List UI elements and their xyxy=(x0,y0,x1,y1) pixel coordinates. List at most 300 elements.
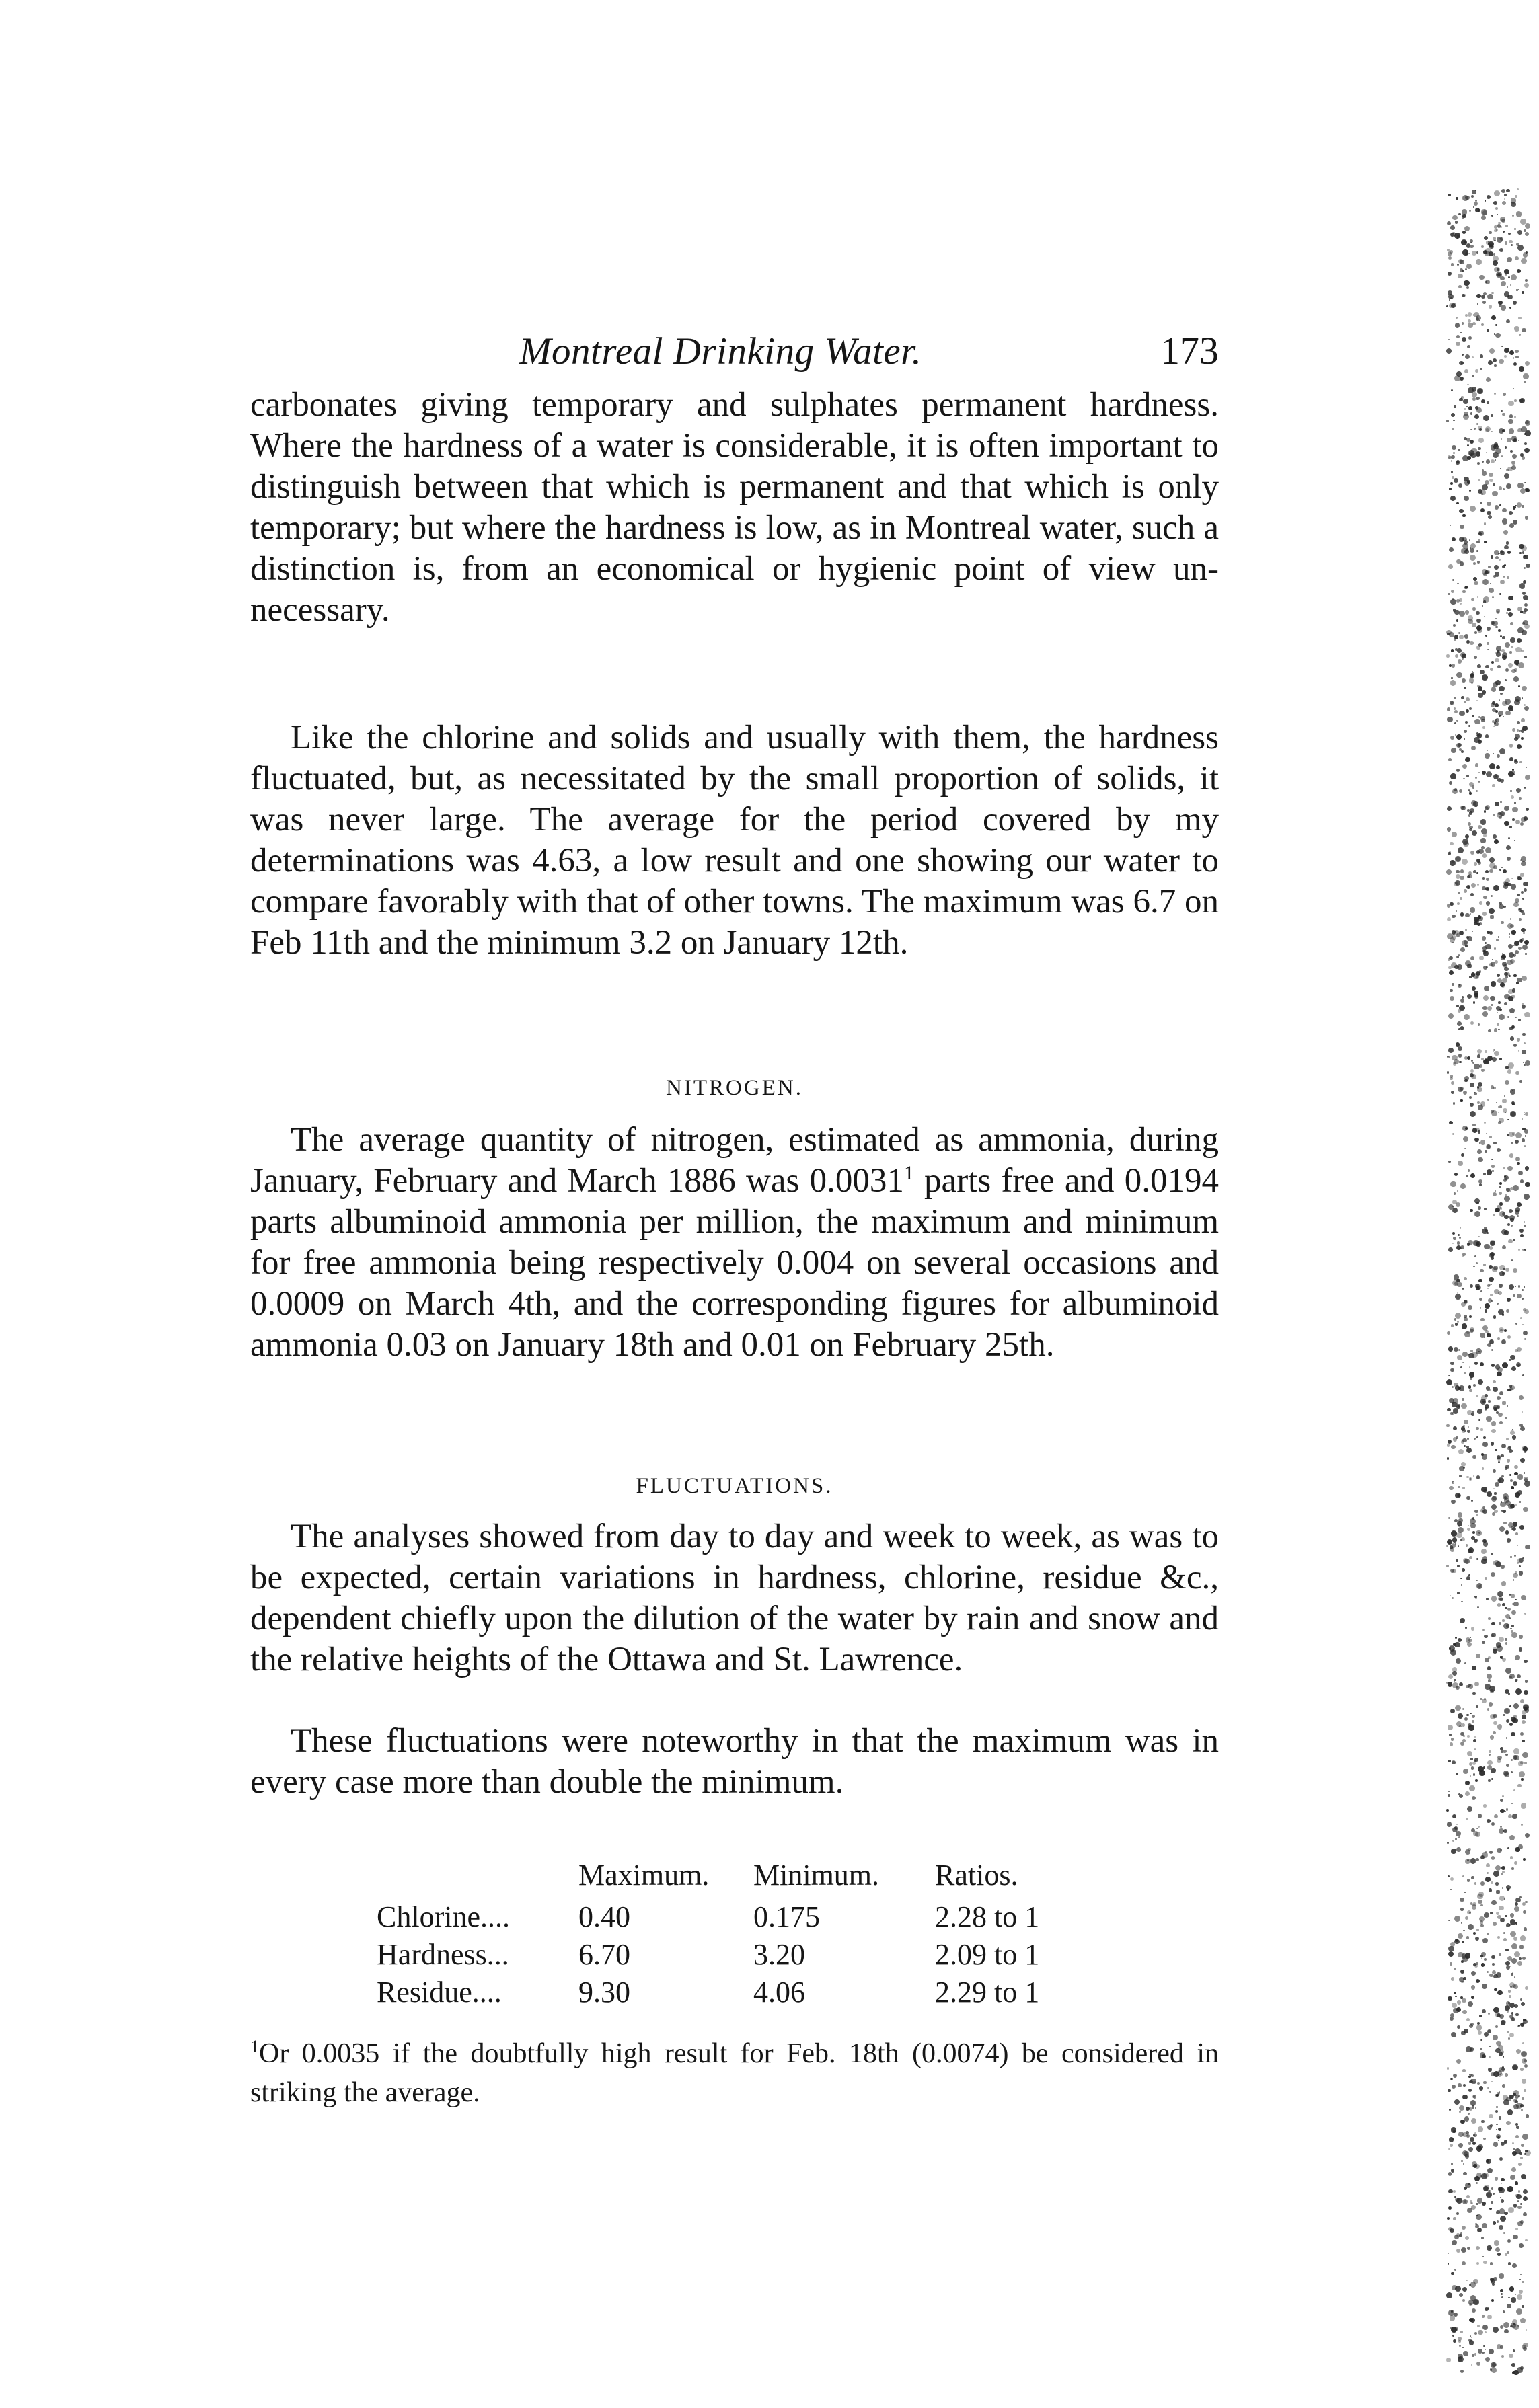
scan-speck xyxy=(1494,839,1499,844)
scan-speck xyxy=(1470,1111,1476,1117)
scan-speck xyxy=(1520,1426,1525,1431)
scan-speck xyxy=(1522,1740,1525,1743)
scan-speck xyxy=(1450,482,1453,485)
scan-speck xyxy=(1480,1318,1485,1322)
scan-speck xyxy=(1457,1521,1462,1526)
scan-speck xyxy=(1511,1142,1513,1144)
scan-speck xyxy=(1499,1192,1502,1195)
scan-speck xyxy=(1519,552,1522,554)
scan-speck xyxy=(1521,817,1526,822)
scan-speck xyxy=(1473,1739,1476,1742)
scan-speck xyxy=(1514,399,1517,402)
scan-speck xyxy=(1467,1910,1471,1914)
row-min: 0.175 xyxy=(753,1900,820,1933)
scan-speck xyxy=(1515,1532,1518,1535)
scan-speck xyxy=(1472,623,1476,627)
scan-speck xyxy=(1525,516,1529,520)
scan-speck xyxy=(1463,2163,1464,2165)
scan-speck xyxy=(1448,1794,1450,1797)
scan-speck xyxy=(1511,795,1514,799)
scan-speck xyxy=(1512,2151,1517,2156)
scan-speck xyxy=(1499,1598,1503,1601)
scan-speck xyxy=(1485,1684,1491,1690)
scan-speck xyxy=(1450,680,1456,685)
scan-speck xyxy=(1451,1324,1454,1327)
scan-speck xyxy=(1476,1475,1480,1479)
paragraph-nitrogen xyxy=(250,1120,1219,1366)
scan-speck xyxy=(1524,888,1527,892)
scan-speck xyxy=(1497,778,1501,782)
scan-speck xyxy=(1491,1900,1496,1905)
scan-speck xyxy=(1448,1517,1450,1519)
scan-speck xyxy=(1458,1512,1462,1517)
scan-speck xyxy=(1495,2247,1500,2252)
scan-speck xyxy=(1525,1901,1528,1904)
scan-speck xyxy=(1454,1192,1456,1194)
scan-speck xyxy=(1474,2332,1477,2335)
scan-speck xyxy=(1491,687,1497,692)
paragraph-text-part: The average quantity of nitrogen, estimated as ammonia, during January, February and March 1886 was 0.0031 xyxy=(250,1121,1219,1200)
scan-speck xyxy=(1456,2059,1461,2064)
scan-speck xyxy=(1501,921,1503,924)
scan-speck xyxy=(1484,1122,1486,1124)
scan-speck xyxy=(1457,638,1458,639)
scan-speck xyxy=(1517,188,1518,190)
scan-speck xyxy=(1449,970,1454,975)
scan-speck xyxy=(1494,225,1497,229)
scan-speck xyxy=(1460,603,1462,605)
scan-speck xyxy=(1468,1305,1472,1310)
scan-speck xyxy=(1508,2207,1514,2213)
scan-speck xyxy=(1477,1101,1480,1104)
scan-speck xyxy=(1498,2074,1501,2077)
scan-speck xyxy=(1493,260,1498,266)
scan-speck xyxy=(1472,931,1473,932)
scan-speck xyxy=(1513,1703,1519,1709)
scan-speck xyxy=(1525,232,1529,236)
scan-speck xyxy=(1491,2368,1497,2373)
scan-speck xyxy=(1458,2083,1462,2087)
scan-speck xyxy=(1505,225,1508,227)
scan-speck xyxy=(1464,1662,1466,1664)
scan-speck xyxy=(1452,428,1454,431)
scan-speck xyxy=(1453,2217,1456,2220)
scan-speck xyxy=(1517,876,1519,878)
scan-speck xyxy=(1511,995,1515,999)
scan-speck xyxy=(1446,305,1448,307)
scan-speck xyxy=(1472,356,1474,358)
scan-speck xyxy=(1453,420,1455,422)
scan-speck xyxy=(1470,412,1472,414)
scan-speck xyxy=(1515,1071,1519,1075)
scan-speck xyxy=(1501,1444,1506,1448)
scan-speck xyxy=(1522,686,1526,691)
scan-speck xyxy=(1477,2228,1482,2233)
scan-speck xyxy=(1515,256,1519,260)
scan-speck xyxy=(1465,2154,1469,2158)
scan-speck xyxy=(1493,452,1499,458)
scan-speck xyxy=(1482,1629,1485,1631)
scan-speck xyxy=(1479,2086,1484,2091)
scan-speck xyxy=(1518,947,1522,950)
scan-speck xyxy=(1454,2099,1460,2105)
scan-speck xyxy=(1448,1951,1454,1957)
scan-speck xyxy=(1468,1549,1472,1553)
scan-speck xyxy=(1456,672,1462,678)
scan-speck xyxy=(1485,248,1491,254)
scan-speck xyxy=(1477,1054,1481,1058)
scan-speck xyxy=(1452,915,1456,919)
scan-speck xyxy=(1520,1935,1526,1941)
scan-speck xyxy=(1489,2114,1493,2119)
scan-speck xyxy=(1480,838,1485,843)
scan-speck xyxy=(1463,841,1469,847)
scan-speck xyxy=(1503,869,1507,873)
scan-speck xyxy=(1523,580,1526,584)
scan-speck xyxy=(1515,2294,1516,2295)
scan-speck xyxy=(1466,406,1468,407)
scan-speck xyxy=(1516,2308,1522,2315)
scan-speck xyxy=(1509,240,1512,243)
scan-speck xyxy=(1497,1337,1500,1340)
scan-speck xyxy=(1450,1889,1452,1890)
table-header-ratio: Ratios. xyxy=(935,1858,1018,1892)
scan-speck xyxy=(1464,496,1470,502)
scan-speck xyxy=(1502,701,1507,706)
scan-speck xyxy=(1497,1603,1501,1606)
scan-speck xyxy=(1494,565,1499,570)
scan-speck xyxy=(1468,336,1472,340)
scan-speck xyxy=(1493,1142,1496,1144)
scan-speck xyxy=(1485,870,1489,873)
scan-speck xyxy=(1517,1562,1519,1564)
scan-speck xyxy=(1507,576,1509,579)
scan-speck xyxy=(1464,634,1469,639)
scan-speck xyxy=(1502,1245,1506,1249)
scan-speck xyxy=(1521,1824,1523,1826)
scan-speck xyxy=(1466,2018,1470,2021)
scan-speck xyxy=(1485,280,1490,284)
scan-speck xyxy=(1480,2048,1482,2050)
scan-speck xyxy=(1510,1430,1515,1435)
scan-speck xyxy=(1483,292,1487,295)
scan-speck xyxy=(1512,2064,1518,2070)
scan-speck xyxy=(1520,2203,1522,2205)
scan-speck xyxy=(1505,446,1507,449)
scan-speck xyxy=(1451,2163,1453,2165)
scan-speck xyxy=(1466,1175,1468,1177)
scan-speck xyxy=(1487,750,1488,751)
table-row xyxy=(377,1898,1103,1935)
scan-speck xyxy=(1464,2200,1467,2203)
running-title: Montreal Drinking Water. xyxy=(519,330,922,373)
scan-speck xyxy=(1525,1182,1530,1188)
scan-speck xyxy=(1491,895,1493,897)
scan-speck xyxy=(1501,2355,1504,2358)
scan-speck xyxy=(1505,1417,1507,1420)
scan-speck xyxy=(1479,428,1482,431)
scan-speck xyxy=(1448,339,1450,340)
scan-speck xyxy=(1485,480,1489,485)
scan-speck xyxy=(1487,2087,1489,2089)
scan-speck xyxy=(1489,473,1493,477)
scan-speck xyxy=(1475,1832,1480,1837)
scan-speck xyxy=(1491,1955,1495,1959)
scan-speck xyxy=(1462,654,1466,658)
scan-speck xyxy=(1498,2140,1499,2141)
scan-speck xyxy=(1461,806,1466,810)
scan-speck xyxy=(1523,2196,1528,2201)
scan-speck xyxy=(1499,1118,1504,1123)
scan-speck xyxy=(1502,518,1507,524)
scan-speck xyxy=(1522,1710,1526,1714)
scan-speck xyxy=(1508,2297,1509,2298)
scan-speck xyxy=(1476,1436,1478,1438)
scan-speck xyxy=(1511,884,1516,889)
scan-speck xyxy=(1470,2282,1476,2287)
scan-speck xyxy=(1463,2084,1466,2087)
scan-speck xyxy=(1504,821,1509,826)
scan-speck xyxy=(1452,1483,1454,1484)
scan-speck xyxy=(1523,2019,1525,2021)
scan-speck xyxy=(1515,734,1520,739)
scan-speck xyxy=(1500,2345,1504,2349)
scan-speck xyxy=(1455,323,1460,328)
scan-speck xyxy=(1500,2325,1504,2329)
scan-speck xyxy=(1511,1771,1513,1773)
scan-speck xyxy=(1471,1500,1473,1502)
scan-speck xyxy=(1495,1190,1496,1192)
scan-speck xyxy=(1486,1133,1487,1134)
scan-speck xyxy=(1459,2345,1461,2347)
scan-speck xyxy=(1446,654,1449,657)
scan-speck xyxy=(1507,608,1510,611)
page-header xyxy=(250,323,1219,383)
scan-speck xyxy=(1502,1099,1506,1103)
scan-speck xyxy=(1471,2337,1472,2338)
scan-speck xyxy=(1464,889,1467,892)
scan-speck xyxy=(1447,221,1451,225)
scan-speck xyxy=(1519,583,1525,588)
scan-speck xyxy=(1462,1723,1465,1727)
scan-speck xyxy=(1448,958,1450,961)
scan-speck xyxy=(1506,845,1511,850)
scan-speck xyxy=(1506,1719,1509,1723)
scan-speck xyxy=(1502,2084,1506,2088)
scan-speck xyxy=(1461,1922,1462,1923)
scan-speck xyxy=(1493,1731,1496,1734)
scan-speck xyxy=(1480,1904,1482,1906)
scan-speck xyxy=(1488,1617,1491,1620)
scan-speck xyxy=(1515,356,1518,358)
scan-speck xyxy=(1504,1329,1507,1332)
scan-speck xyxy=(1446,1379,1452,1385)
scan-speck xyxy=(1461,548,1467,554)
scan-speck xyxy=(1487,1491,1492,1497)
scan-speck xyxy=(1507,1119,1509,1121)
scan-speck xyxy=(1504,1215,1508,1219)
scan-speck xyxy=(1503,2056,1504,2057)
scan-speck xyxy=(1507,551,1511,554)
scan-speck xyxy=(1477,2325,1480,2327)
scan-speck xyxy=(1509,414,1513,418)
scan-speck xyxy=(1447,1822,1452,1827)
scan-speck xyxy=(1460,876,1464,880)
scan-speck xyxy=(1487,502,1491,506)
scan-speck xyxy=(1509,2286,1515,2292)
scan-speck xyxy=(1493,1488,1495,1490)
scan-speck xyxy=(1484,1635,1487,1638)
scan-speck xyxy=(1448,194,1450,196)
scan-speck xyxy=(1521,2174,1526,2179)
scan-speck xyxy=(1466,286,1469,289)
scan-speck xyxy=(1511,1759,1513,1761)
scan-speck xyxy=(1516,788,1521,793)
scan-speck xyxy=(1466,709,1470,713)
scan-speck xyxy=(1523,1507,1528,1512)
scan-speck xyxy=(1517,1294,1522,1298)
scan-speck xyxy=(1456,910,1457,912)
scan-speck xyxy=(1504,1708,1509,1713)
scan-speck xyxy=(1515,1140,1519,1144)
scan-speck xyxy=(1461,1584,1462,1586)
scan-speck xyxy=(1521,718,1525,722)
scan-speck xyxy=(1455,1313,1461,1319)
scan-speck xyxy=(1462,764,1467,769)
scan-speck xyxy=(1480,670,1485,674)
scan-speck xyxy=(1468,253,1470,254)
scan-speck xyxy=(1480,368,1482,370)
scan-speck xyxy=(1522,2134,1528,2140)
scan-speck xyxy=(1464,1056,1468,1060)
paragraph-text: Like the chlorine and solids and usually with them, the hardness fluctuated, but, as necessitated by the small proportion of solids, it was never large. The average for the period covered by my determinations was 4.63, a low result and one showing our water to compare favorably with that of other towns. The maximum was 6.7 on Feb 11th and the minimum 3.2 on January 12th. xyxy=(250,719,1219,962)
scan-speck xyxy=(1467,1243,1470,1245)
scan-speck xyxy=(1482,2202,1486,2206)
scan-speck xyxy=(1462,1739,1466,1742)
scan-speck xyxy=(1460,332,1462,333)
scan-speck xyxy=(1488,1400,1491,1403)
scan-speck xyxy=(1493,1974,1498,1979)
scan-speck xyxy=(1448,1440,1452,1444)
scan-speck xyxy=(1520,2274,1522,2275)
scan-speck xyxy=(1452,1597,1454,1600)
scan-speck xyxy=(1485,1410,1486,1411)
scan-speck xyxy=(1509,936,1510,937)
scan-speck xyxy=(1484,2032,1489,2037)
scan-speck xyxy=(1478,2126,1484,2132)
scan-speck xyxy=(1500,811,1505,816)
scan-speck xyxy=(1468,2001,1473,2007)
scan-speck xyxy=(1500,1809,1504,1813)
scan-speck xyxy=(1461,750,1464,753)
scan-speck xyxy=(1457,902,1460,905)
scan-speck xyxy=(1509,1966,1510,1967)
scan-speck xyxy=(1449,299,1450,301)
scan-speck xyxy=(1516,982,1519,984)
scan-speck xyxy=(1497,665,1501,668)
scan-speck xyxy=(1524,1690,1528,1694)
scan-speck xyxy=(1462,1288,1464,1290)
scan-speck xyxy=(1517,1674,1521,1678)
scan-speck xyxy=(1508,1062,1514,1069)
scan-speck xyxy=(1499,686,1504,691)
scan-speck xyxy=(1505,1066,1509,1069)
paragraph-text-part: parts free and 0.0194 parts albuminoid ammonia per million, the maximum and minimum for free ammonia being respectively 0.004 on several occasions and 0.0009 on March 4th, and the corresponding figures for albuminoid ammonia 0.03 on January 18th and 0.01 on February 25th. xyxy=(250,1162,1219,1364)
scan-speck xyxy=(1452,1840,1454,1842)
scan-speck xyxy=(1471,1766,1474,1769)
scan-speck xyxy=(1525,1060,1530,1066)
scan-speck xyxy=(1458,1404,1460,1407)
scan-speck xyxy=(1499,486,1502,490)
scan-speck xyxy=(1507,1847,1509,1849)
scan-speck xyxy=(1515,820,1520,824)
scan-speck xyxy=(1499,1327,1504,1333)
scan-speck xyxy=(1512,2142,1514,2144)
scan-speck xyxy=(1489,1253,1494,1257)
scan-speck xyxy=(1476,2203,1478,2205)
scan-speck xyxy=(1495,459,1496,461)
scan-speck xyxy=(1458,1046,1462,1051)
scan-speck xyxy=(1454,707,1456,709)
scan-speck xyxy=(1463,2172,1467,2176)
scan-speck xyxy=(1515,2228,1518,2230)
scan-speck xyxy=(1513,945,1514,946)
scan-speck xyxy=(1472,1411,1474,1413)
scan-speck xyxy=(1524,1042,1526,1044)
scan-speck xyxy=(1451,1977,1455,1981)
scan-speck xyxy=(1478,1419,1480,1421)
scan-speck xyxy=(1497,1724,1503,1730)
scan-speck xyxy=(1501,649,1504,652)
scan-speck xyxy=(1524,567,1526,569)
scan-speck xyxy=(1489,244,1493,249)
scan-speck xyxy=(1511,1630,1513,1633)
scan-speck xyxy=(1476,1828,1478,1830)
scan-speck xyxy=(1520,2220,1524,2224)
scan-speck xyxy=(1490,915,1495,919)
scan-speck xyxy=(1525,1680,1528,1682)
scan-speck xyxy=(1449,781,1452,785)
scan-speck xyxy=(1485,1851,1487,1853)
scan-speck xyxy=(1479,275,1485,280)
scan-speck xyxy=(1464,369,1468,373)
scan-speck xyxy=(1493,834,1497,839)
scan-speck xyxy=(1518,1761,1524,1766)
scan-speck xyxy=(1467,345,1470,348)
scan-speck xyxy=(1453,1437,1457,1441)
scan-speck xyxy=(1478,1826,1480,1828)
scan-speck xyxy=(1452,215,1457,220)
scan-speck xyxy=(1464,701,1466,703)
scan-speck xyxy=(1505,1268,1509,1272)
scan-speck xyxy=(1495,2110,1498,2113)
scan-speck xyxy=(1458,1933,1463,1939)
scan-speck xyxy=(1496,765,1500,769)
scan-speck xyxy=(1459,1466,1464,1471)
scan-speck xyxy=(1468,1924,1474,1930)
scan-speck xyxy=(1478,686,1482,691)
scan-speck xyxy=(1496,609,1501,613)
scan-speck xyxy=(1525,2239,1528,2242)
scan-speck xyxy=(1470,1377,1472,1380)
scan-speck xyxy=(1469,2107,1472,2111)
scan-speck xyxy=(1457,1355,1463,1361)
scan-speck xyxy=(1505,1949,1508,1951)
scan-speck xyxy=(1477,1149,1482,1154)
scan-speck xyxy=(1493,1407,1497,1411)
scan-speck xyxy=(1480,2052,1485,2058)
scan-speck xyxy=(1511,1632,1517,1638)
